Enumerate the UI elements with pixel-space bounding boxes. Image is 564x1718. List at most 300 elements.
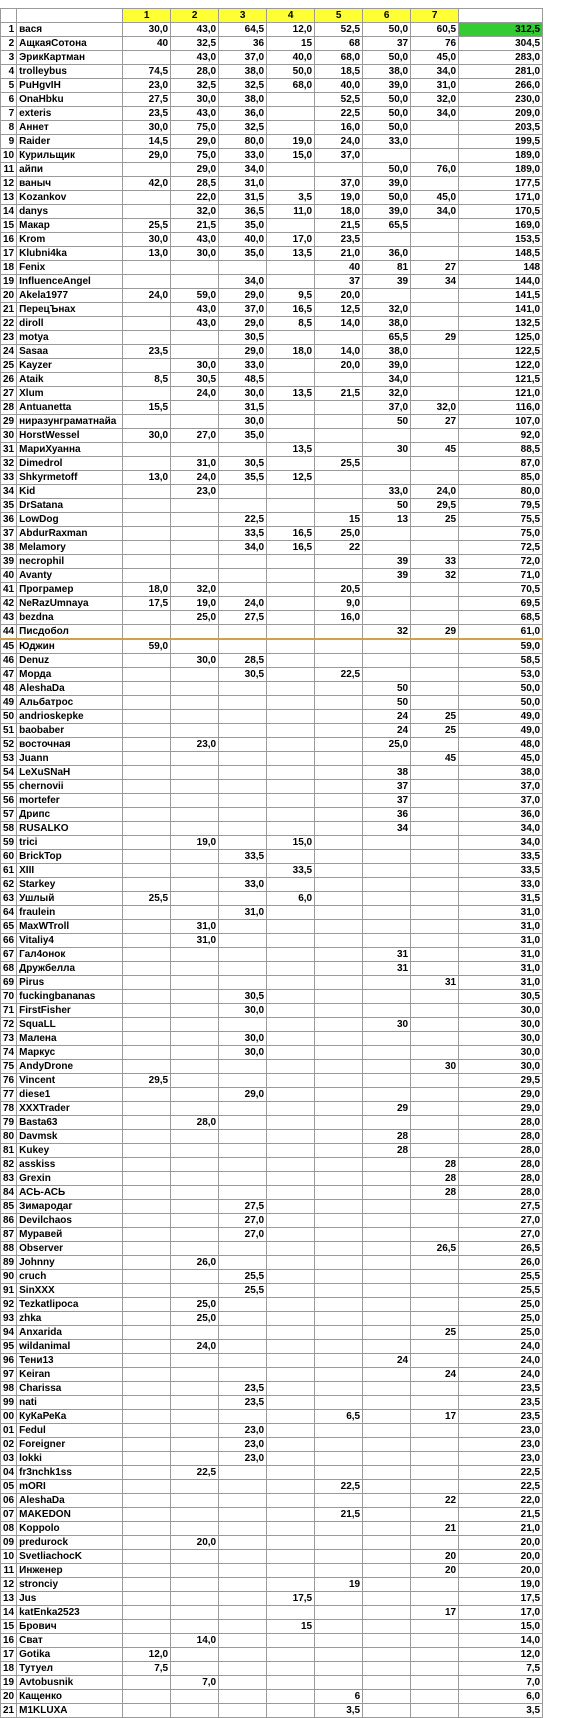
total-cell[interactable]: 53,0 (459, 668, 543, 682)
nickname-cell[interactable]: Kid (17, 485, 123, 499)
stage-6-score-cell[interactable] (363, 1172, 411, 1186)
stage-1-score-cell[interactable]: 27,5 (123, 93, 171, 107)
stage-2-score-cell[interactable] (171, 1620, 219, 1634)
stage-6-score-cell[interactable]: 34,0 (363, 373, 411, 387)
stage-4-score-cell[interactable] (267, 1032, 315, 1046)
stage-4-score-cell[interactable] (267, 1312, 315, 1326)
stage-2-score-cell[interactable]: 31,0 (171, 920, 219, 934)
stage-7-score-cell[interactable] (411, 766, 459, 780)
total-header[interactable] (459, 9, 543, 23)
stage-5-score-cell[interactable] (315, 1326, 363, 1340)
stage-1-score-cell[interactable] (123, 822, 171, 836)
stage-3-score-cell[interactable] (219, 724, 267, 738)
total-cell[interactable]: 25,5 (459, 1284, 543, 1298)
stage-5-score-cell[interactable] (315, 752, 363, 766)
stage-6-score-cell[interactable]: 24 (363, 1354, 411, 1368)
stage-7-score-cell[interactable]: 45,0 (411, 191, 459, 205)
stage-1-score-cell[interactable] (123, 1284, 171, 1298)
nickname-cell[interactable]: Starkey (17, 878, 123, 892)
total-cell[interactable]: 92,0 (459, 429, 543, 443)
stage-1-score-cell[interactable] (123, 1438, 171, 1452)
stage-3-score-cell[interactable] (219, 710, 267, 724)
stage-6-score-cell[interactable] (363, 1214, 411, 1228)
total-cell[interactable]: 31,0 (459, 920, 543, 934)
stage-4-score-cell[interactable] (267, 93, 315, 107)
stage-2-score-cell[interactable]: 19,0 (171, 597, 219, 611)
nickname-cell[interactable]: вася (17, 23, 123, 37)
stage-3-score-cell[interactable] (219, 808, 267, 822)
stage-6-score-cell[interactable]: 38,0 (363, 65, 411, 79)
stage-3-score-cell[interactable] (219, 499, 267, 513)
stage-1-score-cell[interactable] (123, 1214, 171, 1228)
row-number-cell[interactable]: 70 (1, 990, 17, 1004)
stage-1-score-cell[interactable] (123, 1088, 171, 1102)
total-cell[interactable]: 116,0 (459, 401, 543, 415)
total-cell[interactable]: 45,0 (459, 752, 543, 766)
total-cell[interactable]: 20,0 (459, 1536, 543, 1550)
stage-6-score-cell[interactable]: 37 (363, 794, 411, 808)
nickname-cell[interactable]: Sasaa (17, 345, 123, 359)
stage-7-score-cell[interactable] (411, 822, 459, 836)
stage-5-score-cell[interactable] (315, 780, 363, 794)
stage-3-score-cell[interactable] (219, 1690, 267, 1704)
stage-7-score-cell[interactable]: 29 (411, 625, 459, 640)
stage-3-score-cell[interactable] (219, 766, 267, 780)
stage-5-score-cell[interactable] (315, 485, 363, 499)
stage-3-score-cell[interactable] (219, 1102, 267, 1116)
stage-5-score-cell[interactable] (315, 1186, 363, 1200)
stage-7-score-cell[interactable] (411, 1480, 459, 1494)
nickname-cell[interactable]: Devilchaos (17, 1214, 123, 1228)
stage-3-score-cell[interactable]: 37,0 (219, 51, 267, 65)
stage-1-score-cell[interactable] (123, 261, 171, 275)
row-number-cell[interactable]: 97 (1, 1368, 17, 1382)
stage-7-score-cell[interactable]: 20 (411, 1550, 459, 1564)
stage-4-score-cell[interactable]: 40,0 (267, 51, 315, 65)
stage-3-score-cell[interactable] (219, 738, 267, 752)
stage-6-score-cell[interactable]: 39,0 (363, 205, 411, 219)
stage-1-score-cell[interactable] (123, 1298, 171, 1312)
stage-1-score-cell[interactable]: 30,0 (123, 429, 171, 443)
stage-3-score-cell[interactable]: 32,5 (219, 79, 267, 93)
nickname-cell[interactable]: Тутуел (17, 1662, 123, 1676)
total-cell[interactable]: 7,5 (459, 1662, 543, 1676)
stage-6-score-cell[interactable]: 36 (363, 808, 411, 822)
row-number-cell[interactable]: 74 (1, 1046, 17, 1060)
stage-3-score-cell[interactable]: 30,5 (219, 457, 267, 471)
stage-6-score-cell[interactable]: 32 (363, 625, 411, 640)
nickname-cell[interactable]: asskiss (17, 1158, 123, 1172)
row-number-cell[interactable]: 45 (1, 639, 17, 654)
stage-3-score-cell[interactable]: 48,5 (219, 373, 267, 387)
stage-1-score-cell[interactable]: 12,0 (123, 1648, 171, 1662)
stage-6-score-cell[interactable]: 39 (363, 569, 411, 583)
stage-6-score-cell[interactable] (363, 668, 411, 682)
stage-5-score-cell[interactable] (315, 1102, 363, 1116)
stage-5-score-cell[interactable] (315, 331, 363, 345)
row-number-cell[interactable]: 44 (1, 625, 17, 640)
nickname-cell[interactable]: Юджин (17, 639, 123, 654)
stage-3-score-cell[interactable]: 29,0 (219, 289, 267, 303)
stage-3-score-cell[interactable] (219, 682, 267, 696)
stage-2-score-cell[interactable] (171, 1186, 219, 1200)
stage-2-score-cell[interactable] (171, 541, 219, 555)
stage-3-score-cell[interactable] (219, 1522, 267, 1536)
total-cell[interactable]: 33,5 (459, 850, 543, 864)
total-cell[interactable]: 58,5 (459, 654, 543, 668)
stage-7-score-cell[interactable] (411, 429, 459, 443)
stage-5-score-cell[interactable]: 22 (315, 541, 363, 555)
stage-1-score-cell[interactable] (123, 457, 171, 471)
total-cell[interactable]: 283,0 (459, 51, 543, 65)
stage-4-score-cell[interactable]: 15,0 (267, 149, 315, 163)
stage-3-score-cell[interactable]: 23,5 (219, 1382, 267, 1396)
stage-5-score-cell[interactable]: 6 (315, 1690, 363, 1704)
stage-7-score-cell[interactable] (411, 1018, 459, 1032)
stage-2-score-cell[interactable] (171, 345, 219, 359)
stage-5-score-cell[interactable]: 68 (315, 37, 363, 51)
stage-2-score-cell[interactable] (171, 401, 219, 415)
stage-3-score-cell[interactable]: 22,5 (219, 513, 267, 527)
stage-6-score-cell[interactable]: 24 (363, 710, 411, 724)
row-number-cell[interactable]: 7 (1, 107, 17, 121)
stage-1-score-cell[interactable] (123, 1676, 171, 1690)
stage-2-score-cell[interactable]: 21,5 (171, 219, 219, 233)
stage-2-score-cell[interactable] (171, 864, 219, 878)
stage-3-score-cell[interactable] (219, 1256, 267, 1270)
row-number-cell[interactable]: 83 (1, 1172, 17, 1186)
stage-3-score-cell[interactable] (219, 485, 267, 499)
stage-3-score-cell[interactable]: 30,5 (219, 331, 267, 345)
stage-5-score-cell[interactable] (315, 415, 363, 429)
stage-4-score-cell[interactable] (267, 1284, 315, 1298)
stage-7-score-cell[interactable] (411, 303, 459, 317)
stage-3-score-cell[interactable]: 27,0 (219, 1228, 267, 1242)
stage-2-score-cell[interactable]: 43,0 (171, 317, 219, 331)
stage-1-score-cell[interactable] (123, 1410, 171, 1424)
stage-7-score-cell[interactable] (411, 1704, 459, 1718)
stage-3-score-cell[interactable] (219, 1536, 267, 1550)
row-number-cell[interactable]: 21 (1, 1704, 17, 1718)
stage-1-score-cell[interactable] (123, 1354, 171, 1368)
stage-6-score-cell[interactable] (363, 1592, 411, 1606)
stage-1-score-cell[interactable] (123, 766, 171, 780)
stage-1-score-cell[interactable] (123, 1312, 171, 1326)
stage-3-score-cell[interactable] (219, 1242, 267, 1256)
stage-4-score-cell[interactable] (267, 1382, 315, 1396)
stage-2-score-cell[interactable] (171, 1606, 219, 1620)
stage-7-score-cell[interactable] (411, 920, 459, 934)
stage-7-score-cell[interactable]: 25 (411, 1326, 459, 1340)
nickname-cell[interactable]: wildanimal (17, 1340, 123, 1354)
row-number-cell[interactable]: 81 (1, 1144, 17, 1158)
stage-3-score-cell[interactable] (219, 780, 267, 794)
row-number-cell[interactable]: 32 (1, 457, 17, 471)
stage-7-score-cell[interactable] (411, 962, 459, 976)
stage-6-score-cell[interactable] (363, 1676, 411, 1690)
stage-2-score-cell[interactable] (171, 1368, 219, 1382)
stage-6-score-cell[interactable] (363, 752, 411, 766)
total-cell[interactable]: 266,0 (459, 79, 543, 93)
nickname-cell[interactable]: Vincent (17, 1074, 123, 1088)
stage-5-score-cell[interactable] (315, 864, 363, 878)
nickname-cell[interactable]: Johnny (17, 1256, 123, 1270)
stage-4-score-cell[interactable]: 15,0 (267, 836, 315, 850)
stage-3-score-cell[interactable]: 34,0 (219, 275, 267, 289)
stage-3-score-cell[interactable]: 31,5 (219, 401, 267, 415)
stage-7-score-cell[interactable] (411, 654, 459, 668)
stage-7-score-cell[interactable] (411, 990, 459, 1004)
stage-5-score-cell[interactable]: 18,5 (315, 65, 363, 79)
nickname-cell[interactable]: baobaber (17, 724, 123, 738)
stage-7-score-cell[interactable] (411, 471, 459, 485)
stage-6-score-cell[interactable] (363, 878, 411, 892)
row-number-cell[interactable]: 5 (1, 79, 17, 93)
stage-2-score-cell[interactable]: 20,0 (171, 1536, 219, 1550)
stage-5-score-cell[interactable] (315, 1676, 363, 1690)
row-number-cell[interactable]: 00 (1, 1410, 17, 1424)
stage-7-score-cell[interactable] (411, 345, 459, 359)
stage-3-score-cell[interactable] (219, 555, 267, 569)
stage-3-score-cell[interactable]: 36 (219, 37, 267, 51)
stage-4-score-cell[interactable] (267, 107, 315, 121)
stage-7-score-cell[interactable] (411, 149, 459, 163)
stage-6-score-cell[interactable] (363, 906, 411, 920)
nickname-cell[interactable]: fuckingbananas (17, 990, 123, 1004)
stage-5-score-cell[interactable] (315, 1018, 363, 1032)
stage-1-score-cell[interactable] (123, 317, 171, 331)
stage-1-score-cell[interactable] (123, 205, 171, 219)
stage-7-score-cell[interactable]: 24 (411, 1368, 459, 1382)
stage-3-score-cell[interactable] (219, 1060, 267, 1074)
stage-1-score-cell[interactable] (123, 738, 171, 752)
total-cell[interactable]: 25,0 (459, 1312, 543, 1326)
stage-2-score-cell[interactable] (171, 331, 219, 345)
row-number-cell[interactable]: 66 (1, 934, 17, 948)
stage-6-score-cell[interactable] (363, 233, 411, 247)
stage-5-score-cell[interactable] (315, 555, 363, 569)
nickname-cell[interactable]: КуКаРеКа (17, 1410, 123, 1424)
row-number-cell[interactable]: 25 (1, 359, 17, 373)
stage-6-score-cell[interactable]: 50,0 (363, 93, 411, 107)
stage-1-score-cell[interactable] (123, 878, 171, 892)
row-number-cell[interactable]: 17 (1, 247, 17, 261)
row-number-cell[interactable]: 75 (1, 1060, 17, 1074)
row-number-cell[interactable]: 12 (1, 1578, 17, 1592)
total-cell[interactable]: 72,5 (459, 541, 543, 555)
total-cell[interactable]: 28,0 (459, 1130, 543, 1144)
stage-6-score-cell[interactable] (363, 1228, 411, 1242)
stage-6-score-cell[interactable]: 50,0 (363, 191, 411, 205)
stage-1-score-cell[interactable]: 29,5 (123, 1074, 171, 1088)
row-number-cell[interactable]: 1 (1, 23, 17, 37)
stage-2-score-cell[interactable]: 30,0 (171, 247, 219, 261)
stage-4-score-cell[interactable] (267, 1648, 315, 1662)
stage-3-score-cell[interactable]: 30,0 (219, 1032, 267, 1046)
stage-5-score-cell[interactable] (315, 1214, 363, 1228)
total-cell[interactable]: 230,0 (459, 93, 543, 107)
row-number-cell[interactable]: 12 (1, 177, 17, 191)
row-number-cell[interactable]: 73 (1, 1032, 17, 1046)
stage-6-score-cell[interactable] (363, 864, 411, 878)
total-cell[interactable]: 30,0 (459, 1046, 543, 1060)
row-number-cell[interactable]: 87 (1, 1228, 17, 1242)
total-cell[interactable]: 34,0 (459, 836, 543, 850)
stage-7-score-cell[interactable]: 25 (411, 724, 459, 738)
stage-5-score-cell[interactable] (315, 724, 363, 738)
nickname-cell[interactable]: Foreigner (17, 1438, 123, 1452)
stage-4-score-cell[interactable]: 33,5 (267, 864, 315, 878)
stage-6-score-cell[interactable] (363, 1452, 411, 1466)
stage-6-score-cell[interactable] (363, 1242, 411, 1256)
stage-3-score-cell[interactable]: 35,0 (219, 247, 267, 261)
nickname-cell[interactable]: Сват (17, 1634, 123, 1648)
stage-7-score-cell[interactable] (411, 892, 459, 906)
row-number-cell[interactable]: 14 (1, 205, 17, 219)
stage-7-score-cell[interactable] (411, 247, 459, 261)
stage-2-score-cell[interactable]: 59,0 (171, 289, 219, 303)
stage-3-score-cell[interactable]: 27,5 (219, 1200, 267, 1214)
stage-5-score-cell[interactable] (315, 429, 363, 443)
stage-5-score-cell[interactable] (315, 443, 363, 457)
stage-5-score-cell[interactable] (315, 1648, 363, 1662)
stage-6-score-cell[interactable] (363, 429, 411, 443)
stage-6-score-cell[interactable] (363, 892, 411, 906)
stage-1-score-cell[interactable] (123, 1186, 171, 1200)
stage-6-score-cell[interactable]: 30 (363, 1018, 411, 1032)
stage-1-score-cell[interactable] (123, 1606, 171, 1620)
row-number-cell[interactable]: 2 (1, 37, 17, 51)
stage-7-score-cell[interactable]: 17 (411, 1606, 459, 1620)
stage-3-score-cell[interactable]: 31,0 (219, 906, 267, 920)
stage-7-score-cell[interactable] (411, 794, 459, 808)
stage-2-score-cell[interactable]: 28,0 (171, 65, 219, 79)
stage-2-score-cell[interactable] (171, 415, 219, 429)
stage-3-score-cell[interactable]: 36,5 (219, 205, 267, 219)
stage-6-score-cell[interactable] (363, 1508, 411, 1522)
stage-5-score-cell[interactable] (315, 1396, 363, 1410)
stage-header-5[interactable]: 5 (315, 9, 363, 23)
stage-3-score-cell[interactable]: 35,5 (219, 471, 267, 485)
stage-2-score-cell[interactable] (171, 1452, 219, 1466)
stage-4-score-cell[interactable]: 11,0 (267, 205, 315, 219)
stage-7-score-cell[interactable] (411, 1130, 459, 1144)
stage-2-score-cell[interactable] (171, 1144, 219, 1158)
stage-5-score-cell[interactable] (315, 163, 363, 177)
stage-3-score-cell[interactable]: 27,0 (219, 1214, 267, 1228)
total-cell[interactable]: 59,0 (459, 639, 543, 654)
stage-6-score-cell[interactable] (363, 597, 411, 611)
nickname-cell[interactable]: AndyDrone (17, 1060, 123, 1074)
stage-4-score-cell[interactable] (267, 1242, 315, 1256)
total-cell[interactable]: 132,5 (459, 317, 543, 331)
stage-6-score-cell[interactable] (363, 1690, 411, 1704)
row-number-cell[interactable]: 71 (1, 1004, 17, 1018)
stage-3-score-cell[interactable] (219, 1648, 267, 1662)
nickname-cell[interactable]: andrioskepke (17, 710, 123, 724)
stage-6-score-cell[interactable] (363, 1004, 411, 1018)
stage-4-score-cell[interactable] (267, 275, 315, 289)
stage-6-score-cell[interactable]: 38,0 (363, 317, 411, 331)
row-number-cell[interactable]: 18 (1, 1662, 17, 1676)
stage-6-score-cell[interactable] (363, 1284, 411, 1298)
stage-6-score-cell[interactable]: 50 (363, 499, 411, 513)
row-number-cell[interactable]: 19 (1, 275, 17, 289)
stage-3-score-cell[interactable]: 23,0 (219, 1424, 267, 1438)
stage-4-score-cell[interactable]: 12,5 (267, 471, 315, 485)
row-number-cell[interactable]: 8 (1, 121, 17, 135)
total-cell[interactable]: 28,0 (459, 1144, 543, 1158)
stage-3-score-cell[interactable] (219, 639, 267, 654)
stage-1-score-cell[interactable] (123, 710, 171, 724)
nickname-cell[interactable]: Тени13 (17, 1354, 123, 1368)
stage-2-score-cell[interactable]: 24,0 (171, 1340, 219, 1354)
total-cell[interactable]: 177,5 (459, 177, 543, 191)
stage-5-score-cell[interactable]: 21,0 (315, 247, 363, 261)
nickname-cell[interactable]: Raider (17, 135, 123, 149)
stage-1-score-cell[interactable] (123, 1340, 171, 1354)
stage-1-score-cell[interactable] (123, 1368, 171, 1382)
stage-5-score-cell[interactable]: 16,0 (315, 611, 363, 625)
row-number-cell[interactable]: 07 (1, 1508, 17, 1522)
stage-4-score-cell[interactable] (267, 1186, 315, 1200)
stage-7-score-cell[interactable]: 32,0 (411, 401, 459, 415)
stage-1-score-cell[interactable]: 8,5 (123, 373, 171, 387)
stage-header-7[interactable]: 7 (411, 9, 459, 23)
stage-3-score-cell[interactable] (219, 443, 267, 457)
row-number-cell[interactable]: 28 (1, 401, 17, 415)
nickname-cell[interactable]: Koppolo (17, 1522, 123, 1536)
stage-7-score-cell[interactable] (411, 850, 459, 864)
stage-1-score-cell[interactable] (123, 443, 171, 457)
stage-4-score-cell[interactable] (267, 1634, 315, 1648)
stage-7-score-cell[interactable] (411, 934, 459, 948)
stage-7-score-cell[interactable] (411, 1438, 459, 1452)
total-cell[interactable]: 141,0 (459, 303, 543, 317)
stage-2-score-cell[interactable]: 24,0 (171, 471, 219, 485)
nickname-cell[interactable]: BrickTop (17, 850, 123, 864)
row-number-cell[interactable]: 80 (1, 1130, 17, 1144)
stage-2-score-cell[interactable] (171, 696, 219, 710)
stage-7-score-cell[interactable] (411, 527, 459, 541)
total-cell[interactable]: 30,0 (459, 1032, 543, 1046)
stage-3-score-cell[interactable] (219, 1144, 267, 1158)
stage-6-score-cell[interactable] (363, 1564, 411, 1578)
stage-4-score-cell[interactable] (267, 780, 315, 794)
row-number-cell[interactable]: 48 (1, 682, 17, 696)
stage-7-score-cell[interactable] (411, 639, 459, 654)
stage-2-score-cell[interactable] (171, 1564, 219, 1578)
stage-5-score-cell[interactable]: 20,0 (315, 289, 363, 303)
stage-7-score-cell[interactable]: 26,5 (411, 1242, 459, 1256)
stage-4-score-cell[interactable] (267, 1004, 315, 1018)
stage-6-score-cell[interactable] (363, 1606, 411, 1620)
row-number-cell[interactable]: 21 (1, 303, 17, 317)
nickname-cell[interactable]: lokki (17, 1452, 123, 1466)
stage-6-score-cell[interactable] (363, 1158, 411, 1172)
stage-1-score-cell[interactable] (123, 555, 171, 569)
stage-6-score-cell[interactable] (363, 1466, 411, 1480)
stage-2-score-cell[interactable] (171, 569, 219, 583)
nickname-cell[interactable]: DrSatana (17, 499, 123, 513)
stage-4-score-cell[interactable] (267, 373, 315, 387)
stage-3-score-cell[interactable] (219, 1116, 267, 1130)
stage-2-score-cell[interactable] (171, 1270, 219, 1284)
total-cell[interactable]: 49,0 (459, 724, 543, 738)
stage-3-score-cell[interactable] (219, 1564, 267, 1578)
stage-6-score-cell[interactable]: 50,0 (363, 107, 411, 121)
row-number-cell[interactable]: 61 (1, 864, 17, 878)
